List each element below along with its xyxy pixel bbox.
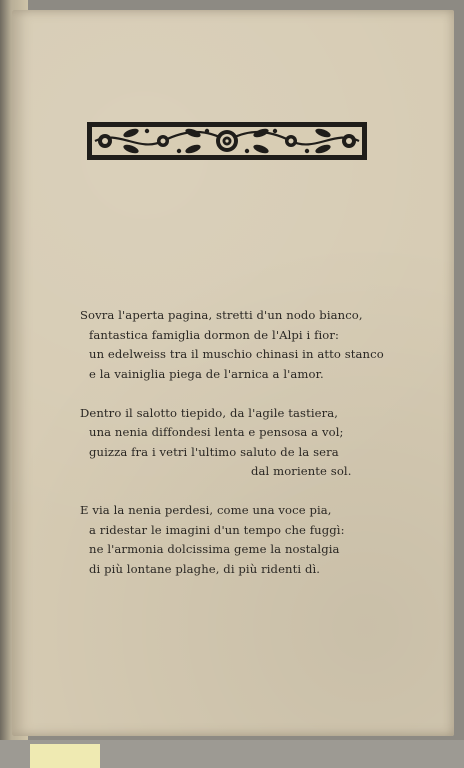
poem-line: dal moriente sol.	[251, 464, 352, 478]
poem-line: Dentro il salotto tiepido, da l'agile tastiera,	[80, 405, 339, 420]
sticky-note	[30, 744, 100, 768]
book-page	[12, 10, 454, 736]
poem-line: un edelweiss tra il muschio chinasi in atto stanco	[89, 347, 384, 361]
poem-line: di più lontane plaghe, di più ridenti dì.	[89, 561, 321, 576]
stanza-3	[80, 501, 420, 579]
floral-ornament-icon	[87, 122, 367, 160]
stanza-1	[80, 306, 420, 384]
poem-line: Sovra l'aperta pagina, stretti d'un nodo bianco,	[80, 308, 363, 322]
poem-line: E via la nenia perdesi, come una voce pia,	[80, 503, 332, 517]
poem	[80, 306, 420, 599]
poem-line: a ridestar le imagini d'un tempo che fuggì:	[89, 522, 345, 537]
poem-line: fantastica famiglia dormon de l'Alpi i fior:	[89, 327, 340, 342]
poem-line: ne l'armonia dolcissima geme la nostalgia	[89, 542, 340, 556]
poem-line: guizza fra i vetri l'ultimo saluto de la sera	[89, 444, 339, 459]
stanza-2	[80, 404, 420, 482]
poem-line: una nenia diffondesi lenta e pensosa a vol;	[89, 425, 344, 439]
poem-line: e la vainiglia piega de l'arnica a l'amor.	[89, 366, 324, 381]
